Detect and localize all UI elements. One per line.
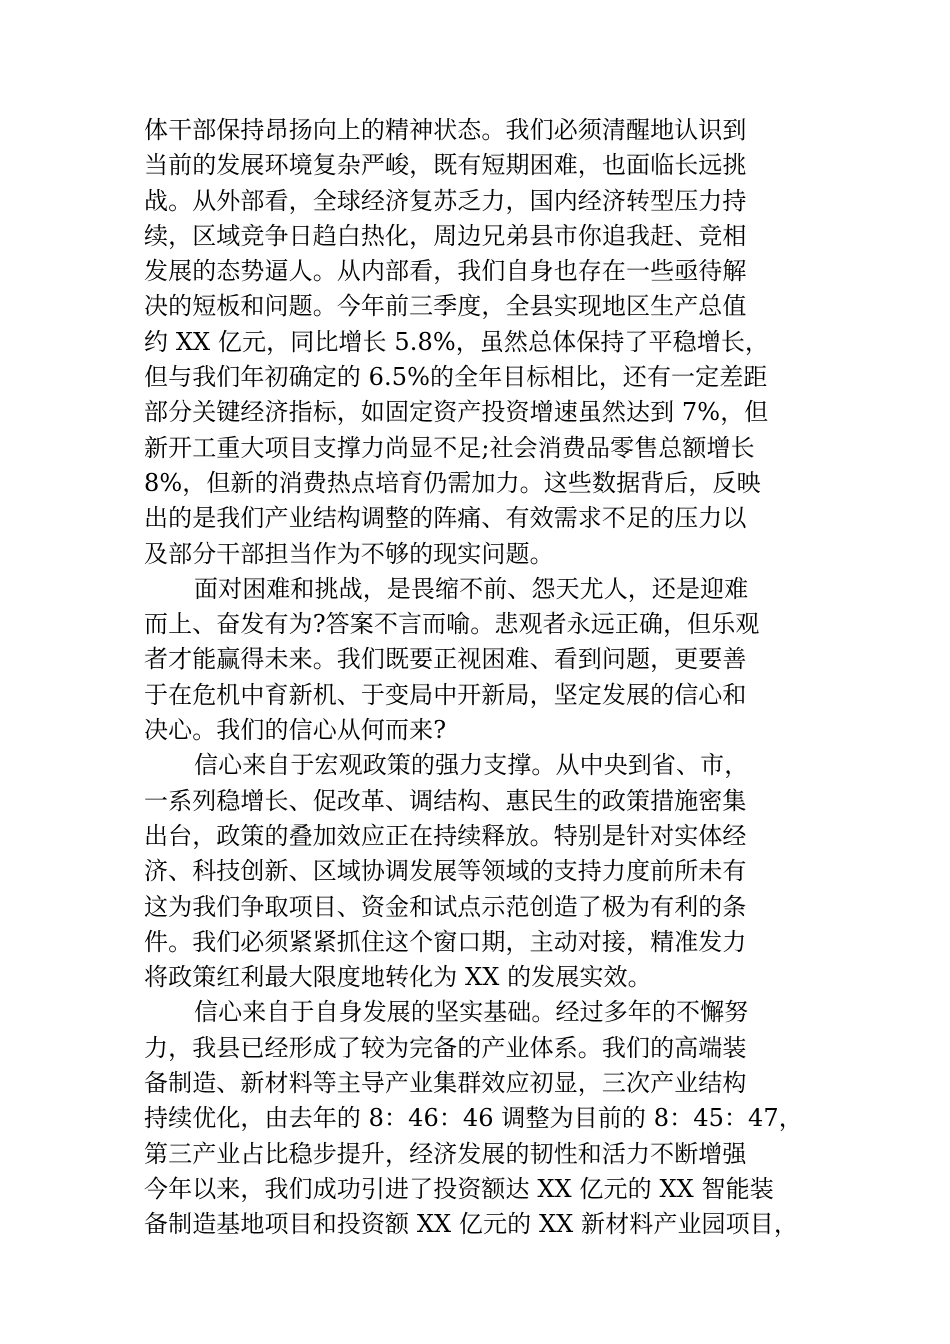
text-line: 8%，但新的消费热点培育仍需加力。这些数据背后，反映 (144, 468, 761, 497)
text-line: 当前的发展环境复杂严峻，既有短期困难，也面临长远挑 (144, 151, 747, 180)
paragraph-first-line: 面对困难和挑战，是畏缩不前、怨天尤人，还是迎难 (194, 574, 749, 603)
text-line: 战。从外部看，全球经济复苏乏力，国内经济转型压力持 (144, 186, 747, 215)
text-line: 新开工重大项目支撑力尚显不足;社会消费品零售总额增长 (144, 433, 755, 462)
text-line: 者才能赢得未来。我们既要正视困难、看到问题，更要善 (144, 645, 747, 674)
text-line: 力，我县已经形成了较为完备的产业体系。我们的高端装 (144, 1033, 747, 1062)
text-line: 将政策红利最大限度地转化为 XX 的发展实效。 (144, 963, 652, 992)
text-line: 出台，政策的叠加效应正在持续释放。特别是针对实体经 (144, 821, 747, 850)
text-line: 续，区域竞争日趋白热化，周边兄弟县市你追我赶、竞相 (144, 221, 747, 250)
text-line: 部分关键经济指标，如固定资产投资增速虽然达到 7%，但 (144, 398, 769, 427)
text-line: 今年以来，我们成功引进了投资额达 XX 亿元的 XX 智能装 (144, 1174, 774, 1203)
text-line: 决心。我们的信心从何而来? (144, 716, 447, 745)
paragraph-first-line: 信心来自于自身发展的坚实基础。经过多年的不懈努 (194, 998, 749, 1027)
text-line: 第三产业占比稳步提升，经济发展的韧性和活力不断增强 (144, 1139, 747, 1168)
text-line: 备制造、新材料等主导产业集群效应初显，三次产业结构 (144, 1069, 747, 1098)
text-line: 件。我们必须紧紧抓住这个窗口期，主动对接，精准发力 (144, 927, 747, 956)
text-line: 持续优化，由去年的 8：46：46 调整为目前的 8：45：47， (144, 1104, 803, 1133)
text-line: 但与我们年初确定的 6.5%的全年目标相比，还有一定差距 (144, 363, 768, 392)
paragraph-first-line: 信心来自于宏观政策的强力支撑。从中央到省、市， (194, 751, 749, 780)
text-line: 及部分干部担当作为不够的现实问题。 (144, 539, 554, 568)
text-line: 备制造基地项目和投资额 XX 亿元的 XX 新材料产业园项目， (144, 1210, 798, 1239)
text-line: 决的短板和问题。今年前三季度，全县实现地区生产总值 (144, 292, 747, 321)
text-line: 而上、奋发有为?答案不言而喻。悲观者永远正确，但乐观 (144, 610, 760, 639)
text-line: 出的是我们产业结构调整的阵痛、有效需求不足的压力以 (144, 504, 747, 533)
text-line: 体干部保持昂扬向上的精神状态。我们必须清醒地认识到 (144, 116, 747, 144)
text-line: 发展的态势逼人。从内部看，我们自身也存在一些亟待解 (144, 257, 747, 286)
body-text (144, 113, 824, 1243)
text-line: 济、科技创新、区域协调发展等领域的支持力度前所未有 (144, 857, 747, 886)
text-line: 约 XX 亿元，同比增长 5.8%，虽然总体保持了平稳增长， (144, 327, 770, 356)
text-line: 一系列稳增长、促改革、调结构、惠民生的政策措施密集 (144, 786, 747, 815)
text-line: 这为我们争取项目、资金和试点示范创造了极为有利的条 (144, 892, 747, 921)
text-line: 于在危机中育新机、于变局中开新局，坚定发展的信心和 (144, 680, 747, 709)
